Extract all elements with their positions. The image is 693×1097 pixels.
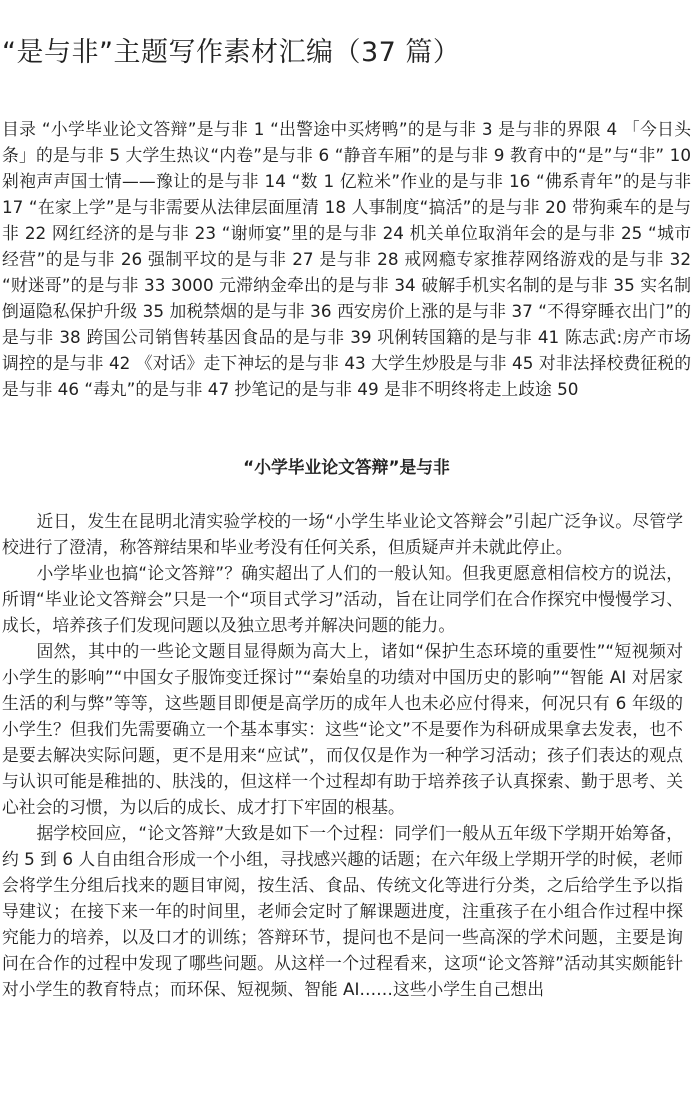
article-paragraph: 据学校回应，“论文答辩”大致是如下一个过程：同学们一般从五年级下学期开始筹备，约 5 到 6 人自由组合形成一个小组，寻找感兴趣的话题；在六年级上学期开学的时候，老师会将学生分组后找来的题目审阅，按生活、食品、传统文化等进行分类，之后给学生予以指导建议；在接下来一年的时间里，老师会定时了解课题进度，注重孩子在小组合作过程中探究能力的培养，以及口才的训练；答辩环节，提问也不是问一些高深的学术问题，主要是询问在合作的过程中发现了哪些问题。从这样一个过程看来，这项“论文答辩”活动其实颇能针对小学生的教育特点；而环保、短视频、智能 AI……这些小学生自己想出	[2, 823, 683, 999]
page-title: “是与非”主题写作素材汇编（37 篇）	[2, 37, 461, 68]
article-body	[2, 508, 683, 1002]
article-paragraph: 小学毕业也搞“论文答辩”？确实超出了人们的一般认知。但我更愿意相信校方的说法，所谓“毕业论文答辩会”只是一个“项目式学习”活动，旨在让同学们在合作探究中慢慢学习、成长，培养孩子们发现问题以及独立思考并解决问题的能力。	[2, 563, 683, 635]
article-paragraph: 近日，发生在昆明北清实验学校的一场“小学生毕业论文答辩会”引起广泛争议。尽管学校进行了澄清，称答辩结果和毕业考没有任何关系，但质疑声并未就此停止。	[2, 511, 683, 557]
section-heading: “小学毕业论文答辩”是与非	[243, 457, 450, 477]
table-of-contents: 目录 “小学毕业论文答辩”是与非 1 “出警途中买烤鸭”的是与非 3 是与非的界限 4 「今日头条」的是与非 5 大学生热议“内卷”是与非 6 “静音车厢”的是与非 9 教育中的“是”与“非” 10 剁袍声声国士情——豫让的是与非 14 “数 1 亿粒米”作业的是与非 16 “佛系青年”的是与非 17 “在家上学”是与非需要从法律层面厘清 18 人事制度“搞活”的是与非 20 带狗乘车的是与非 22 网红经济的是与非 23 “谢师宴”里的是与非 24 机关单位取消年会的是与非 25 “城市经营”的是与非 26 强制平坟的是与非 27 是与非 28 戒网瘾专家推荐网络游戏的是与非 32 “财迷哥”的是与非 33 3000 元滞纳金牵出的是与非 34 破解手机实名制的是与非 35 实名制倒逼隐私保护升级 35 加税禁烟的是与非 36 西安房价上涨的是与非 37 “不得穿睡衣出门”的是与非 38 跨国公司销售转基因食品的是与非 39 巩俐转国籍的是与非 41 陈志武:房产市场调控的是与非 42 《对话》走下神坛的是与非 43 大学生炒股是与非 45 对非法择校费征税的是与非 46 “毒丸”的是与非 47 抄笔记的是与非 49 是非不明终将走上歧途 50	[2, 119, 691, 399]
article-paragraph: 固然，其中的一些论文题目显得颇为高大上，诸如“保护生态环境的重要性”“短视频对小学生的影响”“中国女子服饰变迁探讨”“秦始皇的功绩对中国历史的影响”“智能 AI 对居家生活的利与弊”等等，这些题目即便是高学历的成年人也未必应付得来，何况只有 6 年级的小学生？但我们先需要确立一个基本事实：这些“论文”不是要作为科研成果拿去发表，也不是要去解决实际问题，更不是用来“应试”，而仅仅是作为一种学习活动；孩子们表达的观点与认识可能是稚拙的、肤浅的，但这样一个过程却有助于培养孩子认真探索、勤于思考、关心社会的习惯，为以后的成长、成才打下牢固的根基。	[2, 641, 683, 817]
